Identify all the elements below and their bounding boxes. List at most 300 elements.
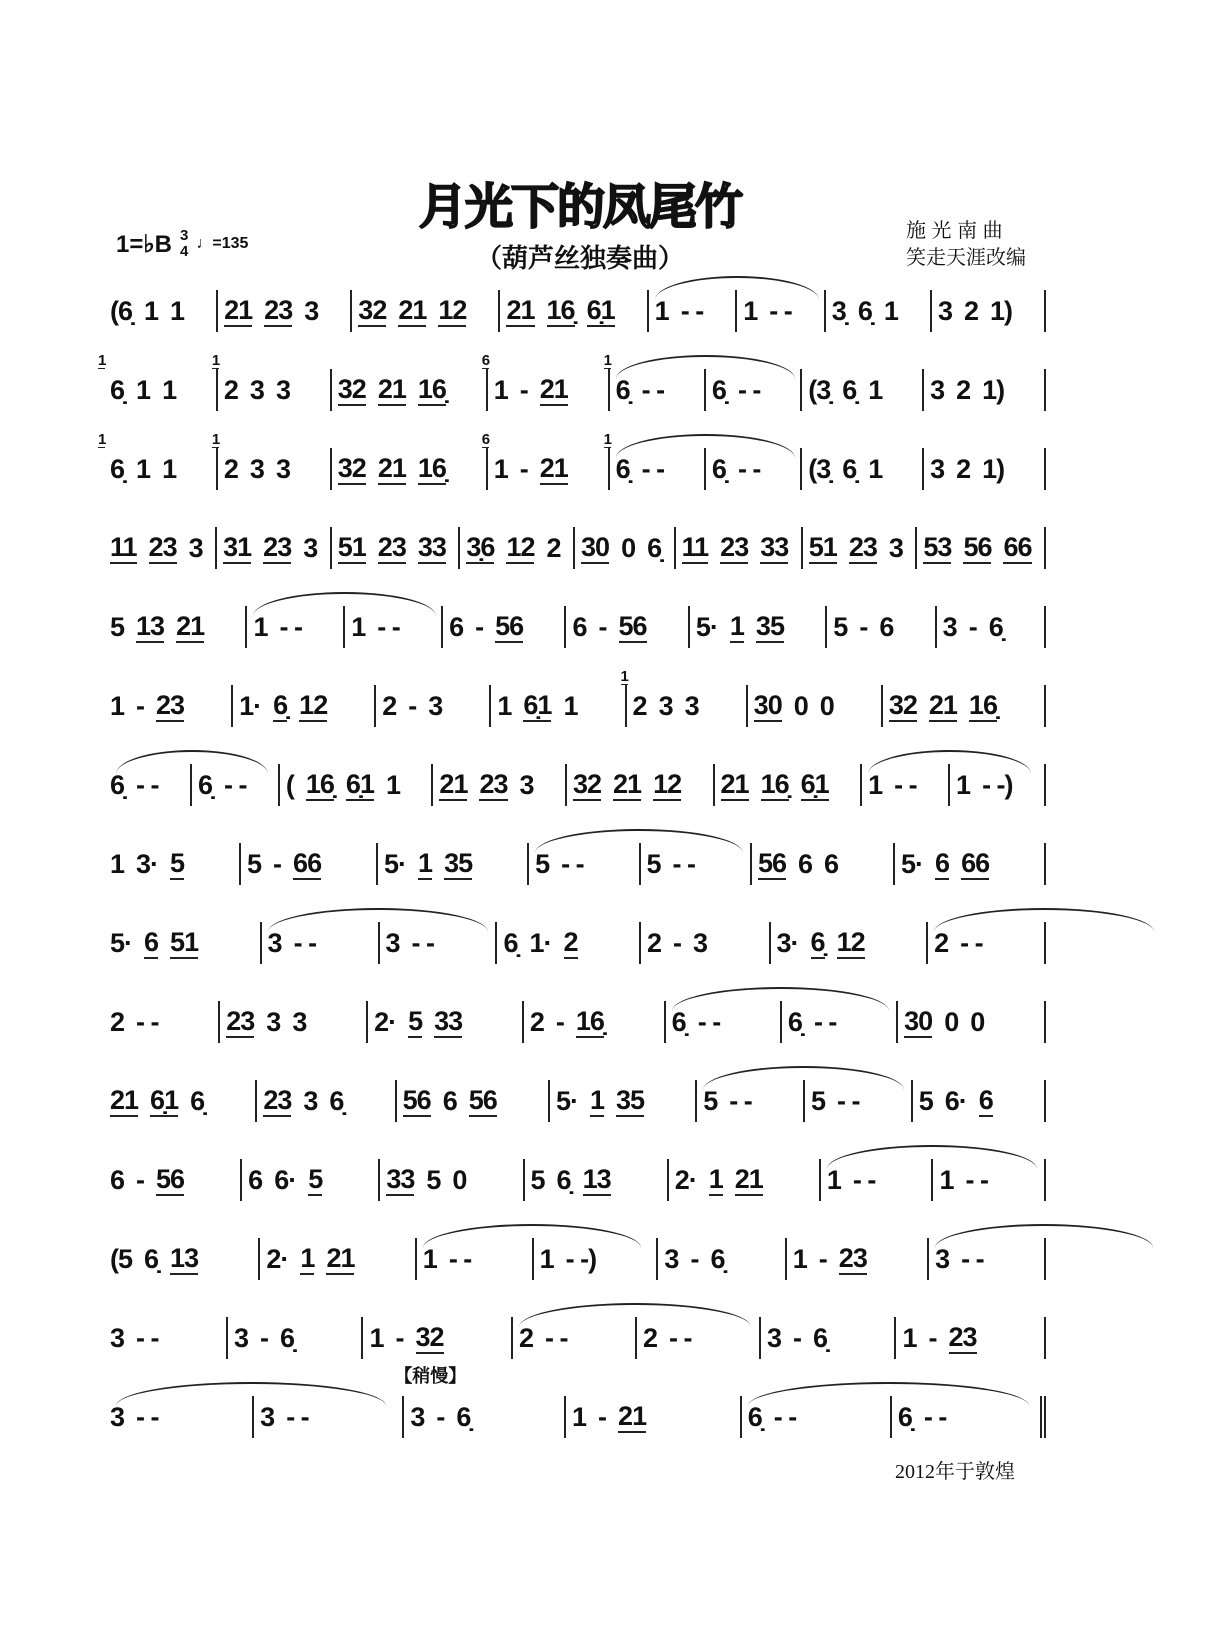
note: 6̣ xyxy=(988,611,1003,642)
note: 1 xyxy=(144,295,159,326)
note: 1 xyxy=(162,453,177,484)
note: 5 xyxy=(703,1085,718,1116)
eighth-note-group: 21 xyxy=(539,452,568,483)
note: 1 xyxy=(385,769,400,800)
measure xyxy=(688,606,825,648)
sustain-dash: - - xyxy=(545,1322,568,1353)
measure xyxy=(226,1317,362,1359)
measure xyxy=(376,843,527,885)
note-with-grace: 2 1 xyxy=(211,351,238,405)
eighth-note-group: 21 xyxy=(720,768,749,799)
sustain-dash: - - xyxy=(223,769,247,800)
eighth-note-group: 2 xyxy=(563,926,578,957)
measure xyxy=(573,527,674,569)
eighth-note-group: 23 xyxy=(263,1084,292,1115)
note: 1 xyxy=(110,690,125,721)
tempo-marking: 【稍慢】 xyxy=(394,1366,467,1386)
note: 3 xyxy=(410,1401,425,1432)
credits xyxy=(906,218,1026,272)
note: 3 xyxy=(942,611,957,642)
eighth-note-group: 16̣ xyxy=(968,689,997,720)
note: 2 xyxy=(546,532,561,563)
eighth-note-group: 16̣ xyxy=(575,1005,604,1036)
eighth-note-group: 32 xyxy=(415,1321,444,1352)
note: 6· xyxy=(944,1085,967,1116)
measure xyxy=(330,527,459,569)
note: 3 xyxy=(249,453,264,484)
sustain-dash: - xyxy=(928,1322,937,1353)
measure xyxy=(893,843,1046,885)
eighth-note-group: 53 xyxy=(923,531,952,562)
key-signature xyxy=(116,228,248,260)
footer-note: 2012年于敦煌 xyxy=(895,1461,1015,1483)
note: 3 xyxy=(935,1243,950,1274)
note: 5 xyxy=(426,1164,441,1195)
sustain-dash: - - xyxy=(894,769,917,800)
note: 2 xyxy=(956,453,971,484)
measure xyxy=(366,1001,522,1043)
eighth-note-group: 32 xyxy=(572,768,602,799)
note: 1 xyxy=(868,769,883,800)
score-line xyxy=(98,430,1046,490)
eighth-note-group: 6̣1 xyxy=(523,689,552,720)
measure xyxy=(481,430,608,490)
measure xyxy=(532,1238,657,1280)
measure xyxy=(211,430,330,490)
measure xyxy=(667,1159,819,1201)
eighth-note-group: 23 xyxy=(264,294,293,325)
eighth-note-group: 35 xyxy=(755,610,784,641)
measure xyxy=(620,667,746,727)
eighth-note-group: 12 xyxy=(438,294,467,325)
measure xyxy=(800,369,922,411)
measure xyxy=(245,606,343,648)
tonic: 1=♭B xyxy=(116,230,173,258)
note: 5 xyxy=(530,1164,545,1195)
eighth-note-group: 21 xyxy=(326,1242,355,1273)
sustain-dash: - - xyxy=(960,927,983,958)
sustain-dash: - xyxy=(260,1322,268,1353)
note: 6 xyxy=(572,611,587,642)
note: 3 xyxy=(519,769,534,800)
measure xyxy=(894,1317,1046,1359)
sustain-dash: - xyxy=(859,611,868,642)
note: 1 xyxy=(939,1164,954,1195)
note: 3 xyxy=(233,1322,248,1353)
note: 6̣ xyxy=(857,295,872,326)
eighth-note-group: 16̣ xyxy=(417,452,446,483)
grace-note: 1 xyxy=(211,430,220,448)
eighth-note-group: 12 xyxy=(653,768,682,799)
note: 3 xyxy=(888,532,903,563)
note: 3 xyxy=(275,453,290,484)
note: 5· xyxy=(110,927,133,958)
note: 6̣ xyxy=(747,1401,762,1432)
sustain-dash: - xyxy=(968,611,977,642)
measure xyxy=(801,527,916,569)
note: 3 xyxy=(684,690,699,721)
song-title: 月光下的凤尾竹 xyxy=(418,181,741,234)
sustain-dash: - - xyxy=(136,769,159,800)
sustain-dash: - - xyxy=(293,927,317,958)
note: 5· xyxy=(555,1085,578,1116)
note: 5· xyxy=(695,611,718,642)
sustain-dash: - xyxy=(673,927,682,958)
time-bottom: 4 xyxy=(180,243,189,260)
eighth-note-group: 5 xyxy=(170,847,185,878)
note: 1 xyxy=(162,374,177,405)
eighth-note-group: 56 xyxy=(963,531,992,562)
sustain-dash: - - xyxy=(448,1243,472,1274)
note: 1 xyxy=(351,611,366,642)
measure xyxy=(394,1366,564,1438)
measure xyxy=(780,1001,896,1043)
eighth-note-group: 6 xyxy=(144,926,159,957)
note: 2 xyxy=(963,295,978,326)
note: 6̣ xyxy=(190,1085,205,1116)
eighth-note-group: 1 xyxy=(589,1084,605,1115)
grace-note: 1 xyxy=(98,430,106,448)
arranger: 笑走天涯改编 xyxy=(906,247,1026,269)
eighth-note-group: 6 xyxy=(935,847,950,878)
note: 3 xyxy=(267,927,282,958)
score-line xyxy=(110,756,1046,806)
eighth-note-group: 23 xyxy=(263,531,292,562)
sustain-dash: - xyxy=(519,374,528,405)
eighth-note-group: 13 xyxy=(170,1242,199,1273)
measure xyxy=(881,685,1046,727)
eighth-note-group: 1 xyxy=(708,1163,723,1194)
eighth-note-group: 6̣1 xyxy=(150,1084,179,1115)
grace-note: 1 xyxy=(620,667,628,685)
measure xyxy=(458,527,573,569)
note: 0 xyxy=(621,532,636,563)
note: 0 xyxy=(793,690,808,721)
measure xyxy=(948,764,1046,806)
measure xyxy=(704,369,800,411)
score-line xyxy=(110,993,1046,1043)
measure xyxy=(489,685,624,727)
note: 3 xyxy=(385,927,400,958)
sustain-dash: - - xyxy=(641,453,665,484)
grace-note: 1 xyxy=(98,351,106,369)
measure xyxy=(110,1001,218,1043)
eighth-note-group: 51 xyxy=(808,531,837,562)
measure xyxy=(110,606,245,648)
note: 6̣ xyxy=(812,1322,828,1353)
eighth-note-group: 30 xyxy=(753,689,782,720)
eighth-note-group: 51 xyxy=(170,926,199,957)
measure xyxy=(746,685,881,727)
measure xyxy=(110,1080,255,1122)
measure xyxy=(498,290,646,332)
measure xyxy=(110,764,190,806)
note: 5 xyxy=(646,848,661,879)
measure xyxy=(441,606,564,648)
sustain-dash: - - xyxy=(852,1164,876,1195)
sustain-dash: - - xyxy=(737,374,761,405)
measure xyxy=(98,351,216,411)
measure xyxy=(564,1396,740,1438)
note: 3 xyxy=(303,1085,318,1116)
note: 6 xyxy=(824,848,839,879)
note: 0 xyxy=(452,1164,467,1195)
eighth-note-group: 21 xyxy=(928,689,957,720)
note-with-grace: 1 6 xyxy=(481,430,508,484)
measure xyxy=(800,448,922,490)
note: 6̣ xyxy=(711,374,726,405)
measure xyxy=(110,685,231,727)
note: 3· xyxy=(776,927,799,958)
measure xyxy=(252,1396,402,1438)
note: 6̣ xyxy=(842,453,857,484)
measure xyxy=(110,1317,226,1359)
measure xyxy=(548,1080,695,1122)
eighth-note-group: 23 xyxy=(226,1005,255,1036)
measure xyxy=(216,290,350,332)
grace-note: 1 xyxy=(603,430,611,448)
eighth-note-group: 12 xyxy=(506,531,535,562)
note-with-grace: 6̣ 1 xyxy=(98,351,125,405)
eighth-note-group: 6 xyxy=(978,1084,993,1115)
note-with-grace: 2 1 xyxy=(620,667,647,721)
note: (5 xyxy=(110,1243,133,1274)
eighth-note-group: 21 xyxy=(734,1163,763,1194)
measure xyxy=(110,922,260,964)
note: 1 xyxy=(253,611,268,642)
grace-note: 1 xyxy=(211,351,220,369)
sustain-dash: - xyxy=(475,611,484,642)
measure xyxy=(522,1001,664,1043)
eighth-note-group: 21 xyxy=(224,294,253,325)
sustain-dash: - xyxy=(436,1401,445,1432)
note: 2 xyxy=(956,374,971,405)
note: 3 xyxy=(693,927,708,958)
measure xyxy=(378,1159,522,1201)
sustain-dash: - - xyxy=(773,1401,797,1432)
eighth-note-group: 13 xyxy=(582,1163,611,1194)
measure xyxy=(190,764,278,806)
eighth-note-group: 21 xyxy=(613,768,642,799)
measure xyxy=(769,922,927,964)
tempo: ♩=135 xyxy=(196,235,249,252)
measure xyxy=(431,764,565,806)
note: 2· xyxy=(266,1243,289,1274)
measure xyxy=(824,290,930,332)
note: 2· xyxy=(674,1164,697,1195)
note: 3 xyxy=(766,1322,781,1353)
eighth-note-group: 5 xyxy=(408,1005,423,1036)
eighth-note-group: 56 xyxy=(468,1084,497,1115)
note: 3 xyxy=(110,1322,125,1353)
eighth-note-group: 30 xyxy=(581,531,610,562)
measure xyxy=(785,1238,927,1280)
note: 6̣ xyxy=(787,1006,802,1037)
measure xyxy=(258,1238,414,1280)
measure xyxy=(911,1080,1046,1122)
measure xyxy=(415,1238,532,1280)
measure xyxy=(110,1396,252,1438)
note: 3 xyxy=(266,1006,281,1037)
measure xyxy=(565,764,713,806)
eighth-note-group: 12 xyxy=(299,689,328,720)
note: 5 xyxy=(247,848,262,879)
note: 6̣ xyxy=(144,1243,159,1274)
note: 6̣ xyxy=(671,1006,686,1037)
measure xyxy=(218,1001,366,1043)
note: 3· xyxy=(136,848,159,879)
measure xyxy=(231,685,374,727)
measure xyxy=(98,430,216,490)
note: 3 xyxy=(664,1243,679,1274)
sustain-dash: - - xyxy=(729,1085,752,1116)
measure xyxy=(935,606,1046,648)
eighth-note-group: 23 xyxy=(948,1321,977,1352)
eighth-note-group: 21 xyxy=(110,1084,139,1115)
score-line xyxy=(110,1151,1046,1201)
note: 1 xyxy=(110,848,125,879)
eighth-note-group: 21 xyxy=(377,452,406,483)
measure xyxy=(639,922,769,964)
sustain-dash: - xyxy=(519,453,528,484)
note: 1 xyxy=(497,690,512,721)
note: 6̣ xyxy=(647,532,662,563)
eighth-note-group: 32 xyxy=(888,689,917,720)
score-line xyxy=(110,1072,1046,1122)
measure xyxy=(639,843,750,885)
note: 1 xyxy=(826,1164,841,1195)
eighth-note-group: 1 xyxy=(300,1242,315,1273)
measure xyxy=(110,527,215,569)
eighth-note-group: 1 xyxy=(418,847,433,878)
note: 6̣ xyxy=(197,769,212,800)
sustain-dash: - - xyxy=(286,1401,309,1432)
note: 6 xyxy=(442,1085,457,1116)
sustain-dash: - xyxy=(136,1164,145,1195)
eighth-note-group: 23 xyxy=(720,531,749,562)
note: 2 xyxy=(110,1006,125,1037)
measure xyxy=(110,1159,240,1201)
sustain-dash: - -) xyxy=(982,769,1013,800)
note: 1· xyxy=(239,690,262,721)
note: 5 xyxy=(918,1085,933,1116)
measure xyxy=(896,1001,1046,1043)
note-with-grace: 6̣ 1 xyxy=(603,430,630,484)
note: 1 xyxy=(572,1401,587,1432)
sustain-dash: - xyxy=(273,848,282,879)
note: 6 xyxy=(879,611,894,642)
eighth-note-group: 21 xyxy=(439,768,468,799)
note: 1 xyxy=(170,295,185,326)
note: 3 xyxy=(304,295,319,326)
measure xyxy=(759,1317,895,1359)
song-subtitle: （葫芦丝独奏曲） xyxy=(475,243,684,273)
score-line xyxy=(110,598,1046,648)
sustain-dash: - xyxy=(136,690,145,721)
note: 1 xyxy=(902,1322,917,1353)
measure xyxy=(278,764,432,806)
sustain-dash: - xyxy=(598,611,607,642)
eighth-note-group: 32 xyxy=(358,294,387,325)
note: 1 xyxy=(868,453,883,484)
eighth-note-group: 6̣ xyxy=(273,689,288,720)
measure xyxy=(740,1396,890,1438)
eighth-note-group: 56 xyxy=(156,1163,185,1194)
note: 6̣ xyxy=(110,769,125,800)
score-line xyxy=(110,1230,1046,1280)
eighth-note-group: 3̣6 xyxy=(466,531,495,562)
eighth-note-group: 32 xyxy=(337,452,366,483)
score-line xyxy=(110,1366,1046,1438)
measure xyxy=(922,448,1046,490)
note: ( xyxy=(285,769,294,800)
note: 1) xyxy=(990,295,1013,326)
note: 2 xyxy=(382,690,397,721)
eighth-note-group: 21 xyxy=(506,294,535,325)
eighth-note-group: 12 xyxy=(836,926,865,957)
sustain-dash: - - xyxy=(680,295,704,326)
measure xyxy=(890,1396,1046,1438)
score-line xyxy=(110,914,1046,964)
grace-note: 1 xyxy=(603,351,611,369)
measure xyxy=(926,922,1046,964)
score-line xyxy=(98,351,1046,411)
note-with-grace: 2 1 xyxy=(211,430,238,484)
eighth-note-group: 6̣ xyxy=(810,926,825,957)
measure xyxy=(635,1317,759,1359)
note: 5 xyxy=(810,1085,826,1116)
note: 5· xyxy=(901,848,924,879)
measure xyxy=(255,1080,394,1122)
note: 3̣ xyxy=(831,295,846,326)
note: 5 xyxy=(110,611,125,642)
note: (6̣ xyxy=(110,295,133,326)
measure xyxy=(239,843,376,885)
grace-note: 6 xyxy=(481,430,490,448)
eighth-note-group: 16̣ xyxy=(305,768,334,799)
sustain-dash: - - xyxy=(411,927,435,958)
sustain-dash: - - xyxy=(377,611,400,642)
sustain-dash: - - xyxy=(813,1006,837,1037)
measure xyxy=(481,351,608,411)
note: 2 xyxy=(642,1322,658,1353)
measure xyxy=(495,922,639,964)
sustain-dash: - xyxy=(792,1322,801,1353)
eighth-note-group: 23 xyxy=(479,768,508,799)
eighth-note-group: 13 xyxy=(136,610,165,641)
eighth-note-group: 5 xyxy=(308,1163,323,1194)
eighth-note-group: 35 xyxy=(616,1084,645,1115)
eighth-note-group: 21 xyxy=(539,373,568,404)
eighth-note-group: 23 xyxy=(148,531,177,562)
note: 2 xyxy=(529,1006,544,1037)
note: 5· xyxy=(384,848,407,879)
measure xyxy=(361,1317,511,1359)
measure xyxy=(350,290,498,332)
eighth-note-group: 35 xyxy=(444,847,473,878)
measure xyxy=(511,1317,635,1359)
eighth-note-group: 32 xyxy=(337,373,366,404)
note: 0 xyxy=(944,1006,959,1037)
sustain-dash: - - xyxy=(769,295,792,326)
eighth-note-group: 56 xyxy=(618,610,647,641)
sustain-dash: - - xyxy=(279,611,302,642)
measure xyxy=(819,1159,932,1201)
measure xyxy=(330,448,486,490)
eighth-note-group: 21 xyxy=(398,294,427,325)
measure xyxy=(930,290,1046,332)
measure xyxy=(713,764,861,806)
